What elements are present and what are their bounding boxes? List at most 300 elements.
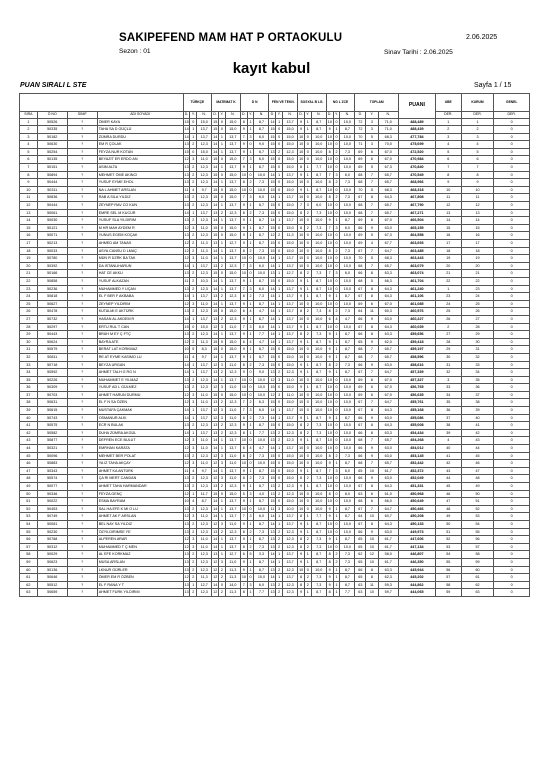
- cell-score: 10,0: [311, 240, 326, 248]
- cell-score: 9: [326, 331, 333, 339]
- cell-sinif: ?: [67, 186, 97, 194]
- cell-score: 13: [269, 270, 276, 278]
- cell-score: 67,0: [378, 376, 398, 384]
- cell-sira: 31: [20, 346, 38, 354]
- cell-rank: 0: [494, 361, 530, 369]
- cell-puan: 456,635: [399, 391, 436, 399]
- cell-score: 8: [240, 429, 247, 437]
- cell-score: 14: [183, 209, 190, 217]
- cell-sinif: ?: [67, 331, 97, 339]
- cell-puan: 488,489: [399, 118, 436, 126]
- cell-puan: 455,086: [399, 414, 436, 422]
- cell-score: 68: [355, 346, 366, 354]
- cell-score: 1: [276, 262, 283, 270]
- cell-score: 15: [269, 179, 276, 187]
- cell-score: 1: [247, 467, 254, 475]
- cell-score: 11,3: [225, 589, 240, 597]
- cell-score: 10: [298, 445, 305, 453]
- cell-sinif: ?: [67, 574, 97, 582]
- cell-puan: 465,155: [399, 224, 436, 232]
- cell-score: 14: [269, 308, 276, 316]
- cell-score: 68: [355, 437, 366, 445]
- cell-sira: 32: [20, 353, 38, 361]
- cell-score: 13,7: [283, 118, 298, 126]
- cell-score: 13,7: [283, 255, 298, 263]
- table-row: [20, 353, 530, 361]
- cell-score: 10,0: [340, 255, 355, 263]
- cell-rank: 0: [494, 376, 530, 384]
- table-row: [20, 399, 530, 407]
- cell-score: 2: [190, 551, 197, 559]
- cell-score: 10: [240, 391, 247, 399]
- cell-sira: 45: [20, 452, 38, 460]
- cell-rank: 0: [494, 551, 530, 559]
- cell-sinif: ?: [67, 194, 97, 202]
- cell-score: 7: [366, 202, 378, 210]
- cell-rank: 0: [494, 353, 530, 361]
- cell-rank: 22: [461, 277, 494, 285]
- header-dogru: D.: [270, 112, 275, 116]
- cell-score: 4: [247, 308, 254, 316]
- cell-puan: 450,968: [399, 490, 436, 498]
- cell-score: 7,3: [254, 179, 269, 187]
- cell-score: 10,0: [340, 240, 355, 248]
- cell-score: 6: [240, 338, 247, 346]
- cell-score: 10,0: [311, 300, 326, 308]
- cell-puan: 450,208: [399, 513, 436, 521]
- cell-sira: 60: [20, 566, 38, 574]
- table-row: [20, 490, 530, 498]
- cell-score: 7,7: [340, 589, 355, 597]
- cell-rank: 19: [461, 255, 494, 263]
- header-subject-5: NG L ZCE: [326, 94, 355, 112]
- cell-score: 12: [269, 391, 276, 399]
- cell-rank: 13: [461, 209, 494, 217]
- cell-puan: 470,984: [399, 156, 436, 164]
- cell-score: 9: [240, 240, 247, 248]
- cell-score: 1: [276, 171, 283, 179]
- cell-score: 3: [247, 513, 254, 521]
- cell-score: 10: [326, 407, 333, 415]
- cell-score: 14: [183, 262, 190, 270]
- cell-score: 10: [326, 399, 333, 407]
- cell-rank: 10: [461, 186, 494, 194]
- cell-score: 15: [269, 475, 276, 483]
- cell-score: 13,7: [283, 558, 298, 566]
- cell-sira: 44: [20, 445, 38, 453]
- cell-score: 15,0: [197, 323, 212, 331]
- cell-sira: 4: [20, 141, 38, 149]
- cell-score: 10,0: [254, 460, 269, 468]
- cell-score: 1: [190, 581, 197, 589]
- cell-name: AHMET KA ANTÜRK: [97, 467, 183, 475]
- cell-sinif: ?: [67, 346, 97, 354]
- cell-score: 2: [247, 528, 254, 536]
- cell-score: 2: [247, 179, 254, 187]
- cell-rank: 33: [461, 361, 494, 369]
- table-row: [20, 574, 530, 582]
- cell-score: 2: [218, 566, 225, 574]
- cell-rank: 0: [494, 407, 530, 415]
- cell-score: 62,0: [378, 338, 398, 346]
- cell-sira: 38: [20, 399, 38, 407]
- cell-score: 8: [326, 148, 333, 156]
- cell-score: 15,0: [283, 422, 298, 430]
- cell-sira: 5: [20, 148, 38, 156]
- cell-score: 12: [212, 558, 219, 566]
- cell-score: 12: [269, 376, 276, 384]
- cell-score: 8,7: [254, 217, 269, 225]
- cell-score: 8: [298, 224, 305, 232]
- cell-score: 13,7: [225, 543, 240, 551]
- cell-score: 70: [355, 133, 366, 141]
- cell-score: 8,7: [254, 240, 269, 248]
- cell-score: 12,3: [197, 141, 212, 149]
- cell-score: 14: [269, 414, 276, 422]
- cell-rank: 0: [494, 452, 530, 460]
- cell-rank: 31: [461, 346, 494, 354]
- cell-score: 66: [355, 429, 366, 437]
- cell-score: 66: [355, 414, 366, 422]
- cell-score: 2: [276, 589, 283, 597]
- cell-score: 8,7: [340, 581, 355, 589]
- cell-rank: 0: [494, 422, 530, 430]
- cell-name: MUSTAFA ÇAKMAK: [97, 407, 183, 415]
- cell-puan: 463,443: [399, 255, 436, 263]
- cell-score: 15: [269, 346, 276, 354]
- cell-rank: 16: [461, 232, 494, 240]
- cell-score: 7: [366, 209, 378, 217]
- cell-score: 7,7: [254, 429, 269, 437]
- cell-score: 14: [212, 164, 219, 172]
- cell-score: 15: [212, 308, 219, 316]
- table-row: [20, 483, 530, 491]
- cell-score: 13: [269, 528, 276, 536]
- cell-rank: 43: [435, 467, 461, 475]
- cell-score: 1: [218, 513, 225, 521]
- cell-score: 13: [212, 399, 219, 407]
- cell-score: 66: [355, 361, 366, 369]
- cell-name: AHMET AK F ARSLAN: [97, 513, 183, 521]
- cell-score: 1: [333, 353, 340, 361]
- cell-rank: 48: [461, 475, 494, 483]
- cell-score: 63,0: [378, 445, 398, 453]
- cell-score: 1: [218, 353, 225, 361]
- cell-score: 12,3: [283, 581, 298, 589]
- cell-puan: 458,616: [399, 361, 436, 369]
- cell-score: 1: [247, 224, 254, 232]
- table-row: [20, 323, 530, 331]
- cell-score: 12: [183, 574, 190, 582]
- cell-score: 2: [333, 179, 340, 187]
- cell-ono: 50311: [37, 186, 67, 194]
- cell-score: 64,7: [378, 399, 398, 407]
- cell-score: 11,0: [225, 323, 240, 331]
- cell-score: 8,7: [311, 338, 326, 346]
- cell-score: 10: [326, 528, 333, 536]
- cell-score: 11,0: [225, 452, 240, 460]
- cell-rank: 55: [461, 528, 494, 536]
- cell-score: 15: [269, 498, 276, 506]
- cell-score: 14: [212, 353, 219, 361]
- cell-score: 10,0: [311, 452, 326, 460]
- cell-score: 14: [212, 513, 219, 521]
- cell-score: 9: [240, 148, 247, 156]
- cell-score: 10,0: [311, 262, 326, 270]
- cell-score: 9: [298, 277, 305, 285]
- cell-score: 9: [366, 414, 378, 422]
- cell-sinif: ?: [67, 429, 97, 437]
- cell-rank: 61: [461, 574, 494, 582]
- cell-score: 3: [218, 414, 225, 422]
- cell-sira: 52: [20, 505, 38, 513]
- cell-score: 2: [190, 171, 197, 179]
- cell-score: 67,3: [378, 164, 398, 172]
- cell-score: 60,3: [378, 308, 398, 316]
- cell-score: 1: [276, 293, 283, 301]
- cell-sira: 20: [20, 262, 38, 270]
- cell-score: 15,0: [225, 232, 240, 240]
- cell-score: 13: [183, 551, 190, 559]
- cell-score: 10,0: [254, 384, 269, 392]
- cell-sinif: ?: [67, 528, 97, 536]
- cell-rank: 35: [461, 376, 494, 384]
- cell-rank: 42: [435, 460, 461, 468]
- cell-score: 12,3: [283, 429, 298, 437]
- cell-ono: 50444: [37, 202, 67, 210]
- table-row: [20, 300, 530, 308]
- cell-score: 2: [190, 277, 197, 285]
- cell-score: 1: [218, 376, 225, 384]
- cell-score: 10,0: [311, 346, 326, 354]
- cell-score: 7,3: [340, 452, 355, 460]
- cell-rank: 57: [435, 574, 461, 582]
- cell-score: 12: [212, 460, 219, 468]
- cell-score: 12,3: [225, 293, 240, 301]
- cell-score: 0: [304, 141, 311, 149]
- cell-score: 15,0: [283, 467, 298, 475]
- cell-score: 1: [304, 285, 311, 293]
- cell-score: 14: [269, 300, 276, 308]
- cell-score: 11: [269, 505, 276, 513]
- cell-score: 14: [212, 581, 219, 589]
- cell-score: 9: [298, 171, 305, 179]
- cell-score: 67: [355, 194, 366, 202]
- cell-score: 14: [269, 217, 276, 225]
- table-row: [20, 407, 530, 415]
- cell-ono: 50077: [37, 483, 67, 491]
- cell-score: 3,3: [254, 551, 269, 559]
- cell-score: 1: [218, 277, 225, 285]
- cell-score: 6,0: [254, 156, 269, 164]
- cell-rank: 43: [461, 437, 494, 445]
- cell-sinif: ?: [67, 551, 97, 559]
- cell-score: 13,7: [283, 293, 298, 301]
- cell-score: 8,0: [340, 490, 355, 498]
- cell-score: 8: [240, 414, 247, 422]
- cell-score: 14: [212, 467, 219, 475]
- cell-score: 10,0: [340, 422, 355, 430]
- cell-rank: 35: [435, 399, 461, 407]
- table-row: [20, 445, 530, 453]
- cell-score: 10,0: [340, 384, 355, 392]
- cell-score: 10,0: [340, 202, 355, 210]
- cell-score: 12,3: [225, 369, 240, 377]
- cell-score: 0: [218, 346, 225, 354]
- cell-score: 1: [247, 353, 254, 361]
- cell-score: 1: [218, 148, 225, 156]
- cell-score: 10,0: [340, 399, 355, 407]
- table-row: [20, 285, 530, 293]
- cell-rank: 0: [494, 338, 530, 346]
- cell-name: ZEYNEP YILDIRIM: [97, 300, 183, 308]
- group-header-row: [20, 94, 530, 112]
- cell-score: 8: [326, 308, 333, 316]
- cell-score: 14: [212, 277, 219, 285]
- cell-sinif: ?: [67, 543, 97, 551]
- cell-score: 8,7: [340, 460, 355, 468]
- table-row: [20, 536, 530, 544]
- cell-ono: 50081: [37, 520, 67, 528]
- cell-sira: 37: [20, 391, 38, 399]
- cell-puan: 463,079: [399, 262, 436, 270]
- cell-name: YUNUS EGEM KOÇAK: [97, 232, 183, 240]
- cell-score: 0: [333, 164, 340, 172]
- cell-score: 2: [276, 528, 283, 536]
- cell-sira: 27: [20, 315, 38, 323]
- cell-score: 69: [355, 391, 366, 399]
- cell-rank: 39: [435, 429, 461, 437]
- cell-rank: 0: [494, 141, 530, 149]
- cell-score: 13,7: [283, 285, 298, 293]
- cell-ono: 50623: [37, 558, 67, 566]
- cell-ono: 50071: [37, 232, 67, 240]
- cell-sira: 41: [20, 422, 38, 430]
- cell-score: 1: [276, 270, 283, 278]
- cell-score: 8: [326, 490, 333, 498]
- cell-rank: 58: [435, 581, 461, 589]
- header-dogru: D.: [241, 112, 246, 116]
- cell-puan: 459,197: [399, 346, 436, 354]
- cell-score: 58,0: [378, 551, 398, 559]
- cell-score: 0: [218, 232, 225, 240]
- cell-score: 10: [240, 505, 247, 513]
- cell-rank: 0: [494, 384, 530, 392]
- cell-rank: 0: [494, 262, 530, 270]
- cell-sinif: ?: [67, 414, 97, 422]
- header-puan: PUANI: [399, 94, 436, 119]
- cell-score: 12,7: [225, 240, 240, 248]
- cell-score: 8: [298, 164, 305, 172]
- cell-score: 1: [276, 407, 283, 415]
- cell-sira: 47: [20, 467, 38, 475]
- cell-score: 4,7: [340, 315, 355, 323]
- cell-score: 9: [326, 566, 333, 574]
- cell-score: 7: [366, 399, 378, 407]
- cell-score: 7: [240, 156, 247, 164]
- cell-name: OSMANUR ALKI: [97, 414, 183, 422]
- cell-score: 9: [240, 353, 247, 361]
- cell-score: 2: [190, 232, 197, 240]
- cell-score: 9: [298, 323, 305, 331]
- cell-rank: 0: [494, 445, 530, 453]
- cell-sinif: ?: [67, 285, 97, 293]
- cell-score: 65,7: [378, 353, 398, 361]
- cell-score: 0: [304, 300, 311, 308]
- cell-score: 13: [183, 194, 190, 202]
- cell-score: 1: [333, 331, 340, 339]
- cell-score: 13: [183, 171, 190, 179]
- cell-score: 13,7: [283, 338, 298, 346]
- cell-score: 13: [183, 422, 190, 430]
- table-row: [20, 331, 530, 339]
- cell-score: 0: [276, 141, 283, 149]
- cell-rank: 0: [494, 429, 530, 437]
- cell-score: 2: [218, 483, 225, 491]
- cell-score: 12,3: [197, 551, 212, 559]
- cell-score: 14: [212, 300, 219, 308]
- cell-name: YUSUF SLA YILDIRIM: [97, 217, 183, 225]
- cell-score: 0: [276, 353, 283, 361]
- cell-score: 8: [366, 429, 378, 437]
- cell-rank: 9: [461, 179, 494, 187]
- cell-score: 2: [276, 490, 283, 498]
- cell-score: 68: [355, 277, 366, 285]
- cell-score: 8,7: [254, 202, 269, 210]
- table-row: [20, 520, 530, 528]
- cell-score: 63,0: [378, 528, 398, 536]
- cell-score: 14: [269, 285, 276, 293]
- cell-rank: 0: [494, 589, 530, 597]
- cell-score: 7: [366, 262, 378, 270]
- cell-sira: 16: [20, 232, 38, 240]
- cell-score: 13,7: [283, 308, 298, 316]
- cell-score: 11,0: [197, 391, 212, 399]
- cell-score: 8: [326, 589, 333, 597]
- cell-score: 6: [366, 490, 378, 498]
- cell-rank: 56: [461, 536, 494, 544]
- cell-name: BEL NAY SA YILDIZ: [97, 520, 183, 528]
- cell-score: 63: [355, 490, 366, 498]
- cell-score: 1: [247, 164, 254, 172]
- cell-score: 7,3: [340, 179, 355, 187]
- cell-score: 66: [355, 528, 366, 536]
- cell-score: 1: [276, 338, 283, 346]
- table-row: [20, 202, 530, 210]
- cell-rank: 0: [494, 293, 530, 301]
- cell-score: 1: [333, 369, 340, 377]
- cell-score: 1: [247, 232, 254, 240]
- cell-score: 14: [269, 315, 276, 323]
- cell-score: 0: [304, 240, 311, 248]
- cell-score: 8,7: [311, 323, 326, 331]
- cell-score: 12: [183, 543, 190, 551]
- cell-score: 0: [333, 445, 340, 453]
- cell-score: 11,3: [225, 574, 240, 582]
- cell-score: 10: [298, 452, 305, 460]
- cell-score: 8,7: [340, 513, 355, 521]
- cell-score: 15,0: [283, 186, 298, 194]
- cell-score: 6,0: [254, 285, 269, 293]
- cell-score: 13,7: [283, 262, 298, 270]
- cell-score: 8,7: [340, 574, 355, 582]
- cell-score: 7,3: [254, 452, 269, 460]
- cell-score: 8,7: [254, 558, 269, 566]
- cell-score: 67: [355, 323, 366, 331]
- cell-score: 15: [269, 353, 276, 361]
- table-row: [20, 255, 530, 263]
- cell-score: 15: [269, 399, 276, 407]
